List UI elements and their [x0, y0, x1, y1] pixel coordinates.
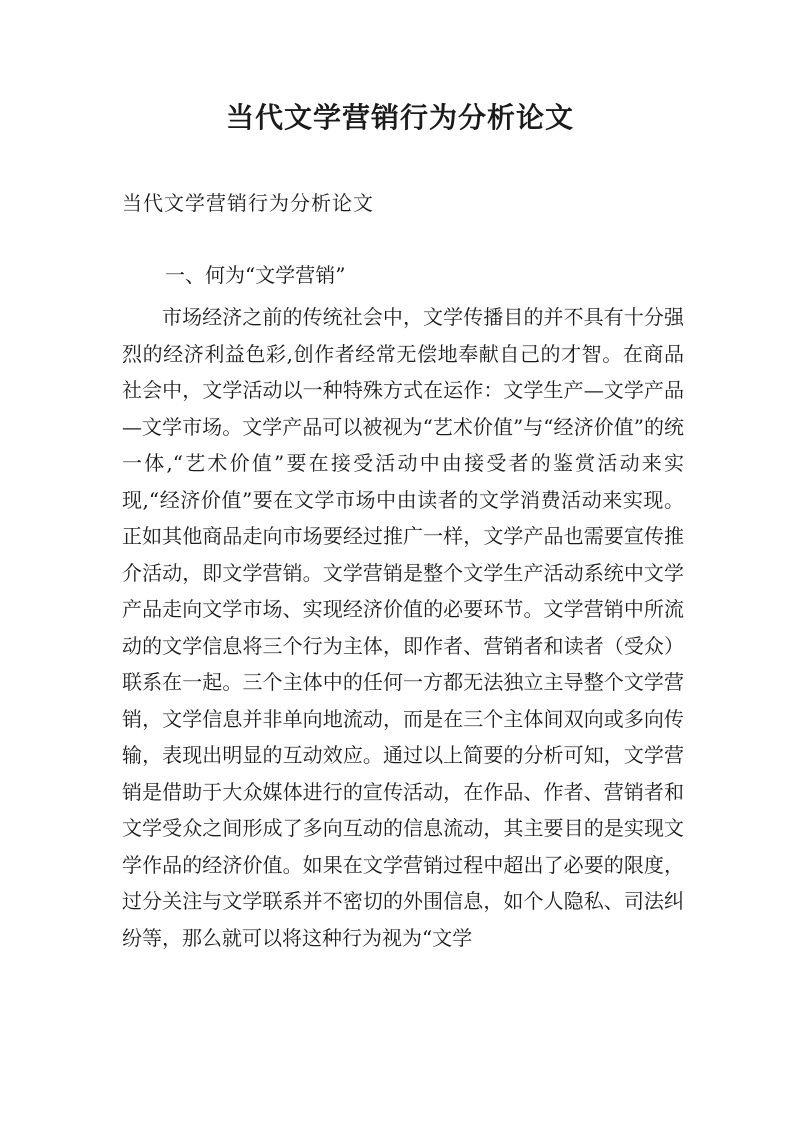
document-subtitle: 当代文学营销行为分析论文 — [122, 191, 374, 215]
document-title: 当代文学营销行为分析论文 — [225, 101, 574, 134]
section-heading: 一、何为“文学营销” — [165, 263, 346, 287]
body-paragraph: 市场经济之前的传统社会中，文学传播目的并不具有十分强烈的经济利益色彩,创作者经常无偿地奉献自己的才智。在商品社会中，文学活动以一种特殊方式在运作：文学生产—文学产品—文学市场。文学产品可以被视为“艺术价值”与“经济价值”的统一体,“艺术价值”要在接受活动中由接受者的鉴赏活动来实现,“经济价值”要在文学市场中由读者的文学消费活动来实现。正如其他商品走向市场要经过推广一样，文学产品也需要宣传推介活动，即文学营销。文学营销是整个文学生产活动系统中文学产品走向文学市场、实现经济价值的必要环节。文学营销中所流动的文学信息将三个行为主体，即作者、营销者和读者（受众）联系在一起。三个主体中的任何一方都无法独立主导整个文学营销，文学信息并非单向地流动，而是在三个主体间双向或多向传输，表现出明显的互动效应。通过以上简要的分析可知，文学营销是借助于大众媒体进行的宣传活动，在作品、作者、营销者和文学受众之间形成了多向互动的信息流动，其主要目的是实现文学作品的经济价值。如果在文学营销过程中超出了必要的限度，过分关注与文学联系并不密切的外围信息，如个人隐私、司法纠纷等，那么就可以将这种行为视为“文学 — [122, 305, 684, 950]
